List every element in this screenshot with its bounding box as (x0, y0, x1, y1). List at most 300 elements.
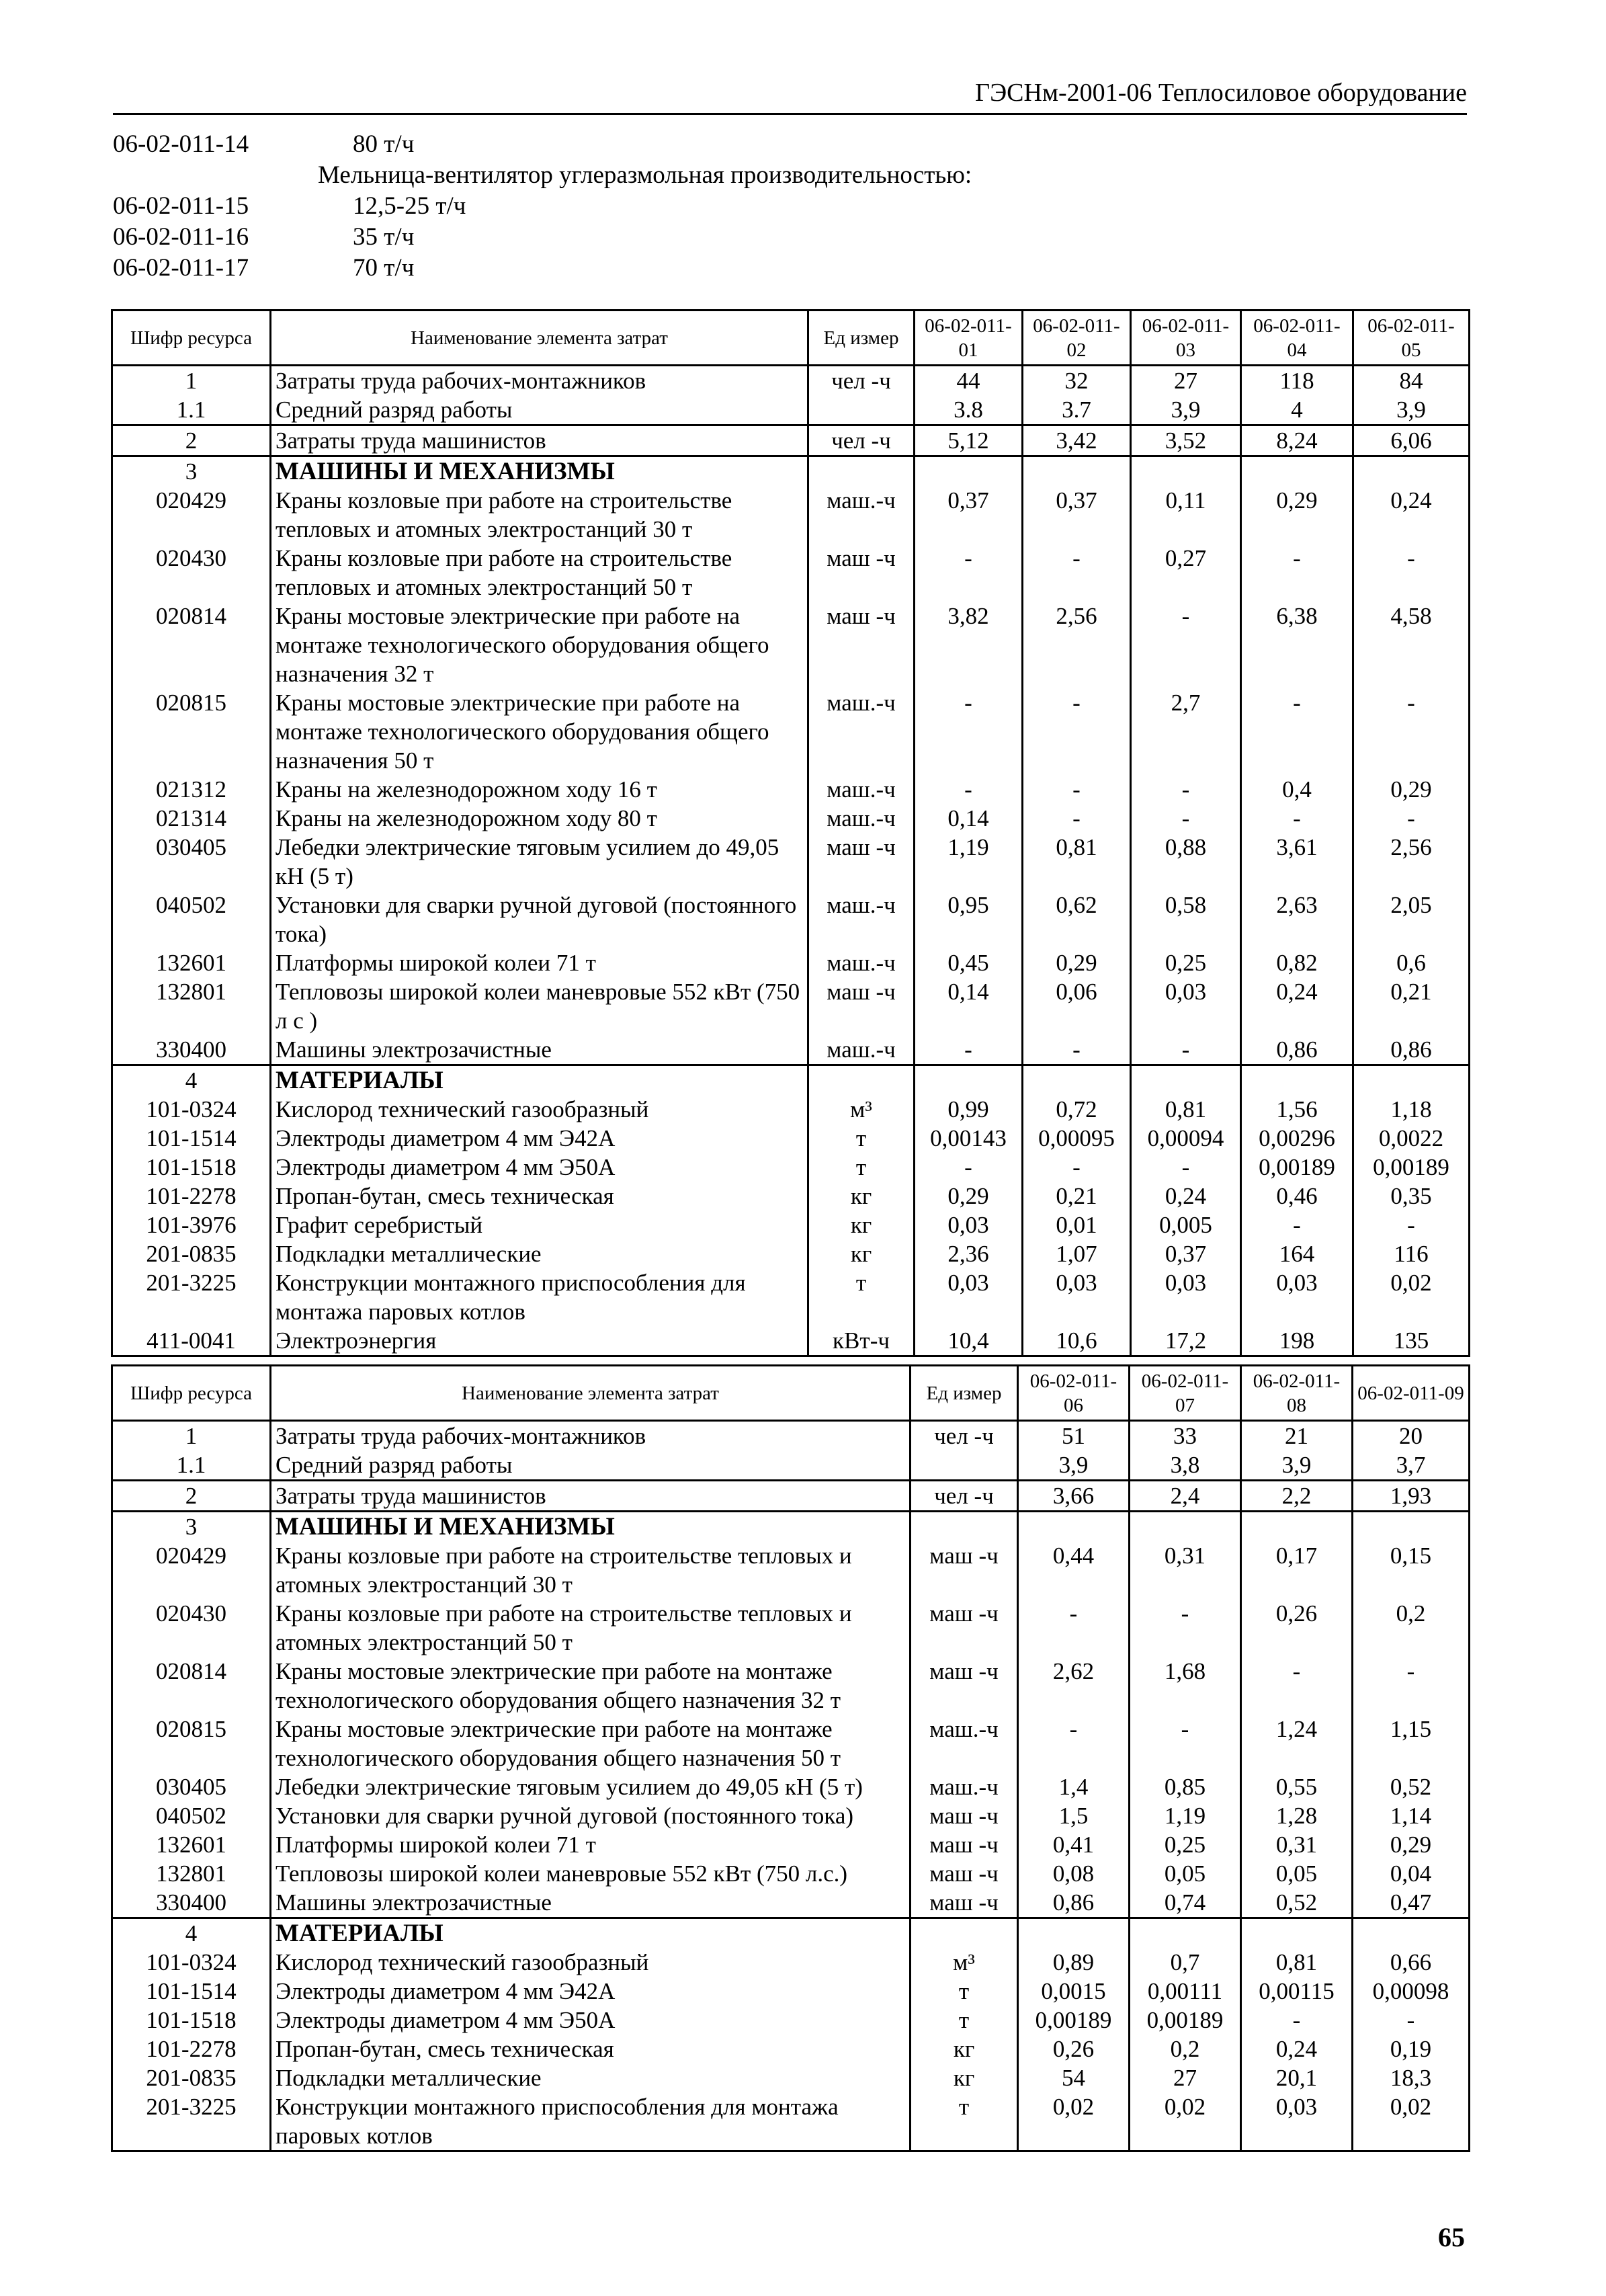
value-cell: 0,95 (915, 891, 1023, 948)
value-cell: 0,17 (1241, 1541, 1353, 1599)
value-cell: 0,29 (1241, 486, 1353, 544)
table-row (112, 1211, 1470, 1239)
value-cell: - (1353, 1211, 1470, 1239)
value-cell: 0,03 (1241, 2092, 1353, 2151)
value-cell: 3,42 (1023, 425, 1131, 456)
value-cell: 4 (1241, 395, 1353, 425)
value-cell: 0,00094 (1131, 1124, 1241, 1153)
code-row (113, 129, 1322, 160)
cost-element-name: Установки для сварки ручной дуговой (постоянного тока) (271, 891, 808, 948)
value-cell: 0,25 (1131, 948, 1241, 977)
resource-code: 2 (112, 425, 271, 456)
value-cell: 32 (1023, 366, 1131, 396)
value-cell: - (1241, 804, 1353, 833)
code-heading: Мельница-вентилятор углеразмольная производительностью: (318, 161, 972, 189)
value-cell: 118 (1241, 366, 1353, 396)
resource-code: 3 (112, 1512, 271, 1542)
unit-cell: чел -ч (911, 1481, 1018, 1512)
page-number: 65 (1438, 2222, 1465, 2252)
cost-element-name: Краны козловые при работе на строительстве тепловых и атомных электростанций 30 т (271, 1541, 911, 1599)
cost-element-name: Электроэнергия (271, 1326, 808, 1356)
value-cell: 0,01 (1023, 1211, 1131, 1239)
value-cell: - (1241, 544, 1353, 602)
value-cell: 0,86 (1353, 1035, 1470, 1065)
value-cell: 1,93 (1353, 1481, 1470, 1512)
value-cell: 2,56 (1353, 833, 1470, 891)
code-number: 06-02-011-15 (113, 192, 249, 220)
value-cell: 0,2 (1353, 1599, 1470, 1657)
code-value: 80 т/ч (353, 130, 415, 158)
value-cell: - (1023, 775, 1131, 804)
resource-code: 101-3976 (112, 1211, 271, 1239)
column-header: 06-02-011-02 (1023, 311, 1131, 366)
value-cell: 3,9 (1018, 1450, 1130, 1481)
value-cell: 0,72 (1023, 1095, 1131, 1124)
value-cell: 0,55 (1241, 1772, 1353, 1801)
cost-element-name: Платформы широкой колеи 71 т (271, 1830, 911, 1859)
resource-code: 2 (112, 1481, 271, 1512)
resource-code: 201-3225 (112, 2092, 271, 2151)
value-cell (1018, 1918, 1130, 1949)
resource-code: 101-1518 (112, 2006, 271, 2035)
value-cell: 3,61 (1241, 833, 1353, 891)
unit-cell: кг (911, 2063, 1018, 2092)
unit-cell: т (808, 1124, 915, 1153)
table-header-row (112, 311, 1470, 366)
value-cell: 0,81 (1023, 833, 1131, 891)
value-cell (1130, 1918, 1241, 1949)
table-row (112, 1948, 1470, 1977)
unit-cell: маш.-ч (808, 948, 915, 977)
value-cell (1131, 1065, 1241, 1096)
value-cell (1353, 456, 1470, 487)
table-row (112, 1888, 1470, 1918)
value-cell: 1,19 (915, 833, 1023, 891)
resource-table-2 (111, 1364, 1470, 2152)
column-header: Наименование элемента затрат (271, 311, 808, 366)
value-cell: 0,52 (1241, 1888, 1353, 1918)
code-number: 06-02-011-14 (113, 130, 249, 158)
value-cell: 0,89 (1018, 1948, 1130, 1977)
value-cell: - (1131, 1153, 1241, 1182)
unit-cell: т (911, 2006, 1018, 2035)
unit-cell: маш.-ч (808, 775, 915, 804)
value-cell: 27 (1130, 2063, 1241, 2092)
unit-cell (911, 1918, 1018, 1949)
value-cell: - (1241, 2006, 1353, 2035)
value-cell: 3,9 (1131, 395, 1241, 425)
value-cell: 0,24 (1241, 977, 1353, 1035)
value-cell: 0,03 (915, 1268, 1023, 1326)
resource-code: 101-0324 (112, 1095, 271, 1124)
cost-element-name: Затраты труда машинистов (271, 425, 808, 456)
column-header: Шифр ресурса (112, 311, 271, 366)
value-cell: 54 (1018, 2063, 1130, 2092)
resource-code: 1 (112, 1421, 271, 1451)
value-cell: - (915, 1153, 1023, 1182)
value-cell: 0,37 (915, 486, 1023, 544)
value-cell: 2,4 (1130, 1481, 1241, 1512)
table-row (112, 1830, 1470, 1859)
unit-cell: маш -ч (911, 1830, 1018, 1859)
column-header: 06-02-011-09 (1353, 1366, 1470, 1421)
value-cell: 0,7 (1130, 1948, 1241, 1977)
value-cell (1353, 1918, 1470, 1949)
value-cell: - (915, 688, 1023, 775)
value-cell: 0,24 (1241, 2035, 1353, 2063)
value-cell: 198 (1241, 1326, 1353, 1356)
value-cell: 51 (1018, 1421, 1130, 1451)
table-row (112, 1541, 1470, 1599)
unit-cell: маш.-ч (911, 1772, 1018, 1801)
code-number: 06-02-011-17 (113, 254, 249, 282)
value-cell: 0,06 (1023, 977, 1131, 1035)
unit-cell: маш -ч (808, 833, 915, 891)
resource-table-1 (111, 309, 1470, 1357)
cost-element-name: Конструкции монтажного приспособления для монтажа паровых котлов (271, 2092, 911, 2151)
table-row (112, 1182, 1470, 1211)
unit-cell: т (911, 2092, 1018, 2151)
value-cell: 0,81 (1241, 1948, 1353, 1977)
table-row (112, 1801, 1470, 1830)
cost-element-name: Пропан-бутан, смесь техническая (271, 2035, 911, 2063)
document-title: ГЭСНм-2001-06 Теплосиловое оборудование (975, 79, 1467, 107)
unit-cell: маш.-ч (808, 891, 915, 948)
value-cell: 0,11 (1131, 486, 1241, 544)
resource-code: 020429 (112, 1541, 271, 1599)
value-cell: 0,00296 (1241, 1124, 1353, 1153)
value-cell: 10,4 (915, 1326, 1023, 1356)
value-cell: 1,19 (1130, 1801, 1241, 1830)
resource-code: 4 (112, 1918, 271, 1949)
resource-code: 020429 (112, 486, 271, 544)
value-cell: 0,82 (1241, 948, 1353, 977)
table-row (112, 1859, 1470, 1888)
value-cell: 0,26 (1018, 2035, 1130, 2063)
unit-cell: чел -ч (808, 366, 915, 396)
cost-element-name: Конструкции монтажного приспособления для монтажа паровых котлов (271, 1268, 808, 1326)
unit-cell: чел -ч (911, 1421, 1018, 1451)
cost-element-name: Лебедки электрические тяговым усилием до 49,05 кН (5 т) (271, 833, 808, 891)
cost-element-name: Электроды диаметром 4 мм Э50А (271, 2006, 911, 2035)
value-cell: 0,86 (1241, 1035, 1353, 1065)
resource-code: 020814 (112, 1657, 271, 1715)
value-cell: 3,8 (1130, 1450, 1241, 1481)
resource-code: 040502 (112, 891, 271, 948)
unit-cell: маш.-ч (808, 688, 915, 775)
value-cell: 0,19 (1353, 2035, 1470, 2063)
cost-element-name: Машины электрозачистные (271, 1035, 808, 1065)
value-cell: 0,04 (1353, 1859, 1470, 1888)
unit-cell (808, 456, 915, 487)
value-cell: 0,86 (1018, 1888, 1130, 1918)
value-cell: - (1353, 1657, 1470, 1715)
table-row (112, 948, 1470, 977)
unit-cell: маш.-ч (911, 1715, 1018, 1772)
value-cell: - (1131, 804, 1241, 833)
unit-cell: маш.-ч (808, 1035, 915, 1065)
value-cell: 0,46 (1241, 1182, 1353, 1211)
value-cell: - (1130, 1599, 1241, 1657)
code-value: 35 т/ч (353, 223, 415, 251)
column-header: 06-02-011-06 (1018, 1366, 1130, 1421)
unit-cell: маш.-ч (808, 486, 915, 544)
table-row (112, 1918, 1470, 1949)
column-header: 06-02-011-07 (1130, 1366, 1241, 1421)
value-cell: 0,21 (1023, 1182, 1131, 1211)
value-cell: - (1023, 1035, 1131, 1065)
value-cell: 0,6 (1353, 948, 1470, 977)
table-row (112, 1153, 1470, 1182)
cost-element-name: Подкладки металлические (271, 1239, 808, 1268)
section-heading: МАШИНЫ И МЕХАНИЗМЫ (271, 1512, 911, 1542)
value-cell: 2,62 (1018, 1657, 1130, 1715)
value-cell: 3,66 (1018, 1481, 1130, 1512)
cost-element-name: Установки для сварки ручной дуговой (постоянного тока) (271, 1801, 911, 1830)
unit-cell (808, 395, 915, 425)
value-cell: 0,37 (1131, 1239, 1241, 1268)
value-cell: 0,47 (1353, 1888, 1470, 1918)
resource-code: 040502 (112, 1801, 271, 1830)
value-cell: 84 (1353, 366, 1470, 396)
value-cell: - (1131, 602, 1241, 688)
cost-element-name: Краны козловые при работе на строительстве тепловых и атомных электростанций 30 т (271, 486, 808, 544)
value-cell: 0,31 (1241, 1830, 1353, 1859)
value-cell: 5,12 (915, 425, 1023, 456)
value-cell: - (1131, 775, 1241, 804)
unit-cell: чел -ч (808, 425, 915, 456)
value-cell: 3,7 (1353, 1450, 1470, 1481)
table-row (112, 1095, 1470, 1124)
resource-code: 021312 (112, 775, 271, 804)
value-cell: 0,02 (1353, 2092, 1470, 2151)
value-cell: 3,82 (915, 602, 1023, 688)
value-cell: 1,5 (1018, 1801, 1130, 1830)
value-cell: 0,02 (1130, 2092, 1241, 2151)
cost-element-name: Затраты труда машинистов (271, 1481, 911, 1512)
table-row (112, 395, 1470, 425)
cost-element-name: Краны козловые при работе на строительстве тепловых и атомных электростанций 50 т (271, 1599, 911, 1657)
value-cell: - (1353, 804, 1470, 833)
resource-code: 1 (112, 366, 271, 396)
table-row (112, 1450, 1470, 1481)
column-header: 06-02-011-08 (1241, 1366, 1353, 1421)
unit-cell: м³ (911, 1948, 1018, 1977)
unit-cell (808, 1065, 915, 1096)
value-cell (1018, 1512, 1130, 1542)
code-row-heading (113, 160, 1322, 191)
value-cell: 0,41 (1018, 1830, 1130, 1859)
value-cell: 0,005 (1131, 1211, 1241, 1239)
table-row (112, 2063, 1470, 2092)
value-cell: 0,14 (915, 804, 1023, 833)
value-cell: 0,0015 (1018, 1977, 1130, 2006)
resource-code: 3 (112, 456, 271, 487)
value-cell (915, 1065, 1023, 1096)
code-row (113, 222, 1322, 253)
value-cell (1023, 456, 1131, 487)
table-body (112, 366, 1470, 1356)
value-cell: 0,52 (1353, 1772, 1470, 1801)
unit-cell: кг (808, 1182, 915, 1211)
table-row (112, 804, 1470, 833)
table-row (112, 366, 1470, 396)
cost-element-name: Подкладки металлические (271, 2063, 911, 2092)
table-body (112, 1421, 1470, 2151)
value-cell: 10,6 (1023, 1326, 1131, 1356)
value-cell: 0,00111 (1130, 1977, 1241, 2006)
cost-element-name: Тепловозы широкой колеи маневровые 552 кВт (750 л с ) (271, 977, 808, 1035)
value-cell (1023, 1065, 1131, 1096)
value-cell: 1,56 (1241, 1095, 1353, 1124)
table-row (112, 1326, 1470, 1356)
column-header: 06-02-011-01 (915, 311, 1023, 366)
resource-code: 411-0041 (112, 1326, 271, 1356)
resource-code: 020815 (112, 1715, 271, 1772)
value-cell: 2,56 (1023, 602, 1131, 688)
resource-code: 101-1518 (112, 1153, 271, 1182)
table-row (112, 2035, 1470, 2063)
section-heading: МАТЕРИАЛЫ (271, 1918, 911, 1949)
value-cell: - (1023, 804, 1131, 833)
value-cell: 27 (1131, 366, 1241, 396)
value-cell: - (1018, 1599, 1130, 1657)
value-cell: 0,74 (1130, 1888, 1241, 1918)
value-cell: 0,24 (1131, 1182, 1241, 1211)
column-header: 06-02-011-04 (1241, 311, 1353, 366)
value-cell: - (915, 775, 1023, 804)
value-cell (1353, 1512, 1470, 1542)
table-row (112, 425, 1470, 456)
value-cell: 0,00098 (1353, 1977, 1470, 2006)
unit-cell: т (808, 1268, 915, 1326)
value-cell: 0,4 (1241, 775, 1353, 804)
cost-element-name: Кислород технический газообразный (271, 1948, 911, 1977)
unit-cell: м³ (808, 1095, 915, 1124)
value-cell: 0,29 (1353, 1830, 1470, 1859)
cost-element-name: Краны козловые при работе на строительстве тепловых и атомных электростанций 50 т (271, 544, 808, 602)
value-cell: 21 (1241, 1421, 1353, 1451)
cost-element-name: Краны мостовые электрические при работе на монтаже технологического оборудования общего назначения 32 т (271, 1657, 911, 1715)
cost-element-name: Лебедки электрические тяговым усилием до 49,05 кН (5 т) (271, 1772, 911, 1801)
resource-code: 101-2278 (112, 1182, 271, 1211)
unit-cell: маш.-ч (808, 804, 915, 833)
resource-code: 030405 (112, 1772, 271, 1801)
value-cell: 0,45 (915, 948, 1023, 977)
table-row (112, 1657, 1470, 1715)
unit-cell: маш -ч (911, 1657, 1018, 1715)
value-cell: - (915, 544, 1023, 602)
cost-element-name: Кислород технический газообразный (271, 1095, 808, 1124)
table-header-row (112, 1366, 1470, 1421)
unit-cell: маш -ч (808, 602, 915, 688)
resource-code: 132801 (112, 977, 271, 1035)
cost-element-name: Пропан-бутан, смесь техническая (271, 1182, 808, 1211)
value-cell: 8,24 (1241, 425, 1353, 456)
resource-code: 201-0835 (112, 2063, 271, 2092)
cost-element-name: Машины электрозачистные (271, 1888, 911, 1918)
value-cell: 0,03 (1131, 1268, 1241, 1326)
value-cell (1131, 456, 1241, 487)
table-row (112, 544, 1470, 602)
value-cell: 164 (1241, 1239, 1353, 1268)
cost-element-name: Средний разряд работы (271, 395, 808, 425)
table-row (112, 891, 1470, 948)
unit-cell: маш -ч (911, 1599, 1018, 1657)
unit-cell: кг (808, 1211, 915, 1239)
table-row (112, 1421, 1470, 1451)
value-cell: 0,27 (1131, 544, 1241, 602)
resource-code: 1.1 (112, 395, 271, 425)
value-cell: 2,05 (1353, 891, 1470, 948)
section-heading: МАТЕРИАЛЫ (271, 1065, 808, 1096)
resource-code: 101-0324 (112, 1948, 271, 1977)
value-cell: 0,25 (1130, 1830, 1241, 1859)
value-cell: 0,26 (1241, 1599, 1353, 1657)
value-cell: - (1353, 2006, 1470, 2035)
value-cell: 4,58 (1353, 602, 1470, 688)
cost-element-name: Электроды диаметром 4 мм Э42А (271, 1977, 911, 2006)
value-cell: 0,88 (1131, 833, 1241, 891)
value-cell: 6,06 (1353, 425, 1470, 456)
cost-element-name: Краны мостовые электрические при работе на монтаже технологического оборудования общего назначения 32 т (271, 602, 808, 688)
value-cell (1241, 1512, 1353, 1542)
value-cell: 0,62 (1023, 891, 1131, 948)
value-cell: 0,15 (1353, 1541, 1470, 1599)
table-row (112, 688, 1470, 775)
value-cell: 0,14 (915, 977, 1023, 1035)
resource-code: 020430 (112, 544, 271, 602)
resource-code: 101-2278 (112, 2035, 271, 2063)
value-cell: 2,7 (1131, 688, 1241, 775)
value-cell: 33 (1130, 1421, 1241, 1451)
value-cell: - (1023, 688, 1131, 775)
table-row (112, 1481, 1470, 1512)
value-cell (915, 456, 1023, 487)
cost-element-name: Тепловозы широкой колеи маневровые 552 кВт (750 л.с.) (271, 1859, 911, 1888)
table-row (112, 1772, 1470, 1801)
value-cell: - (1023, 544, 1131, 602)
value-cell: 3,9 (1241, 1450, 1353, 1481)
value-cell: 0,2 (1130, 2035, 1241, 2063)
value-cell (1353, 1065, 1470, 1096)
value-cell: 0,81 (1131, 1095, 1241, 1124)
table-row (112, 977, 1470, 1035)
value-cell: - (1241, 1657, 1353, 1715)
table-row (112, 486, 1470, 544)
value-cell: 0,03 (1131, 977, 1241, 1035)
unit-cell (911, 1512, 1018, 1542)
resource-code: 201-3225 (112, 1268, 271, 1326)
value-cell: 0,00095 (1023, 1124, 1131, 1153)
value-cell: - (1353, 688, 1470, 775)
cost-element-name: Графит серебристый (271, 1211, 808, 1239)
value-cell: 0,35 (1353, 1182, 1470, 1211)
value-cell: 0,58 (1131, 891, 1241, 948)
value-cell: 18,3 (1353, 2063, 1470, 2092)
resource-code: 1.1 (112, 1450, 271, 1481)
value-cell: 1,68 (1130, 1657, 1241, 1715)
cost-element-name: Краны на железнодорожном ходу 80 т (271, 804, 808, 833)
unit-cell: маш -ч (911, 1888, 1018, 1918)
cost-element-name: Краны мостовые электрические при работе на монтаже технологического оборудования общего назначения 50 т (271, 1715, 911, 1772)
cost-element-name: Краны на железнодорожном ходу 16 т (271, 775, 808, 804)
resource-code: 101-1514 (112, 1977, 271, 2006)
value-cell: 2,36 (915, 1239, 1023, 1268)
code-row (113, 191, 1322, 222)
resource-code: 132601 (112, 948, 271, 977)
unit-cell: маш -ч (911, 1859, 1018, 1888)
